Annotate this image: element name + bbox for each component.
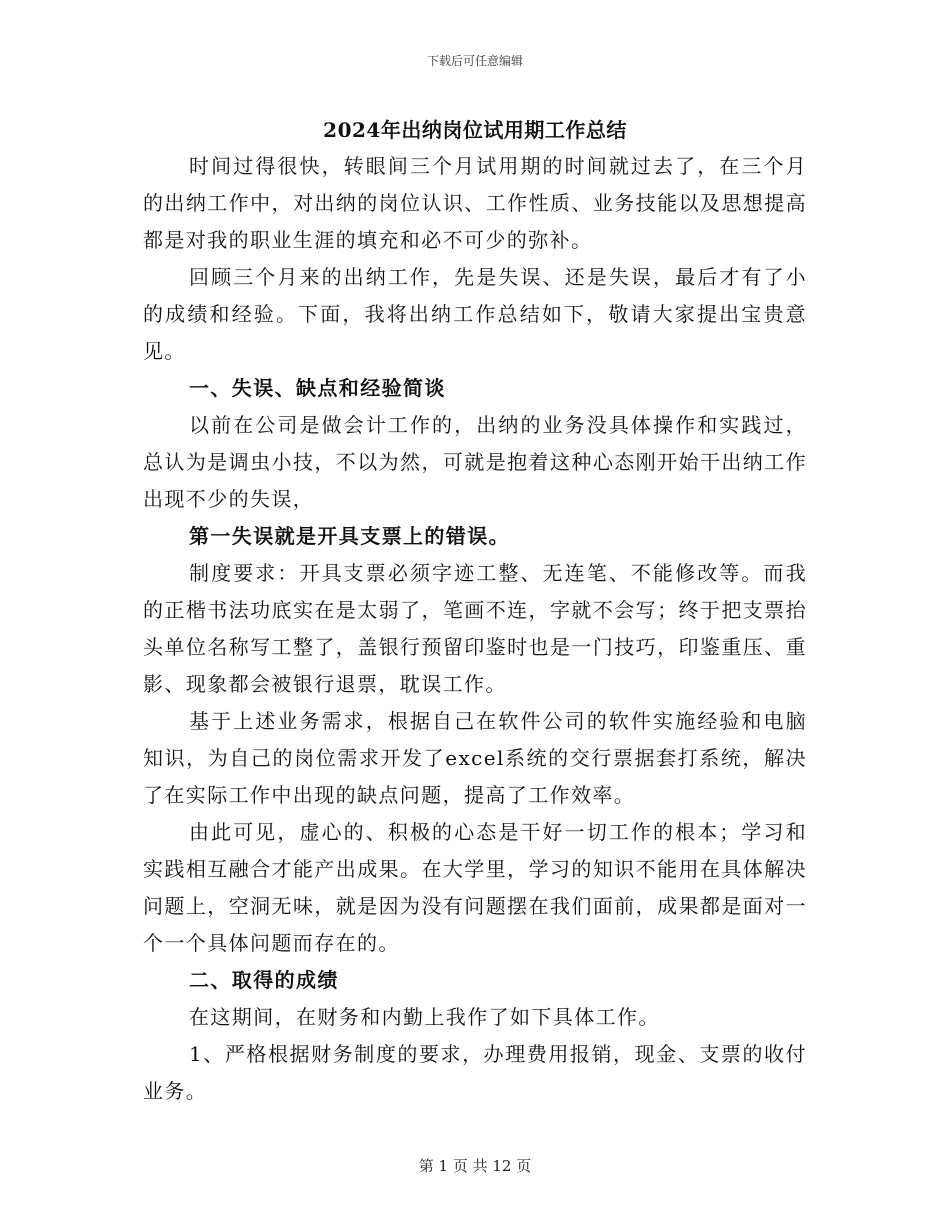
paragraph: 在这期间，在财务和内勤上我作了如下具体工作。 xyxy=(189,1005,660,1029)
paragraph: 以前在公司是做会计工作的，出纳的业务没具体操作和实践过，总认为是调虫小技，不以为然，可就是抱着这种心态刚开始干出纳工作出现不少的失误， xyxy=(143,413,807,511)
paragraph: 由此可见，虚心的、积极的心态是干好一切工作的根本；学习和实践相互融合才能产出成果。在大学里，学习的知识不能用在具体解决问题上，空洞无味，就是因为没有问题摆在我们面前，成果都是面对一个一个具体问题而存在的。 xyxy=(143,820,807,955)
paragraph: 回顾三个月来的出纳工作，先是失误、还是失误，最后才有了小的成绩和经验。下面，我将出纳工作总结如下，敬请大家提出宝贵意见。 xyxy=(143,265,807,363)
paragraph: 时间过得很快，转眼间三个月试用期的时间就过去了，在三个月的出纳工作中，对出纳的岗位认识、工作性质、业务技能以及思想提高都是对我的职业生涯的填充和必不可少的弥补。 xyxy=(143,154,807,252)
document-title: 2024年出纳岗位试用期工作总结 xyxy=(323,118,627,142)
section-heading: 一、失误、缺点和经验简谈 xyxy=(189,376,446,400)
section-heading: 二、取得的成绩 xyxy=(189,968,339,992)
page-number: 第 1 页 共 12 页 xyxy=(418,1157,532,1175)
paragraph: 1、严格根据财务制度的要求，办理费用报销，现金、支票的收付业务。 xyxy=(143,1042,807,1103)
paragraph: 基于上述业务需求，根据自己在软件公司的软件实施经验和电脑知识，为自己的岗位需求开发了excel系统的交行票据套打系统，解决了在实际工作中出现的缺点问题，提高了工作效率。 xyxy=(143,709,807,807)
paragraph: 制度要求：开具支票必须字迹工整、无连笔、不能修改等。而我的正楷书法功底实在是太弱了，笔画不连，字就不会写；终于把支票抬头单位名称写工整了，盖银行预留印鉴时也是一门技巧，印鉴重压、重影、现象都会被银行退票，耽误工作。 xyxy=(143,561,807,696)
header-note: 下载后可任意编辑 xyxy=(426,54,523,68)
subheading: 第一失误就是开具支票上的错误。 xyxy=(189,524,510,548)
document-body xyxy=(143,148,807,1110)
